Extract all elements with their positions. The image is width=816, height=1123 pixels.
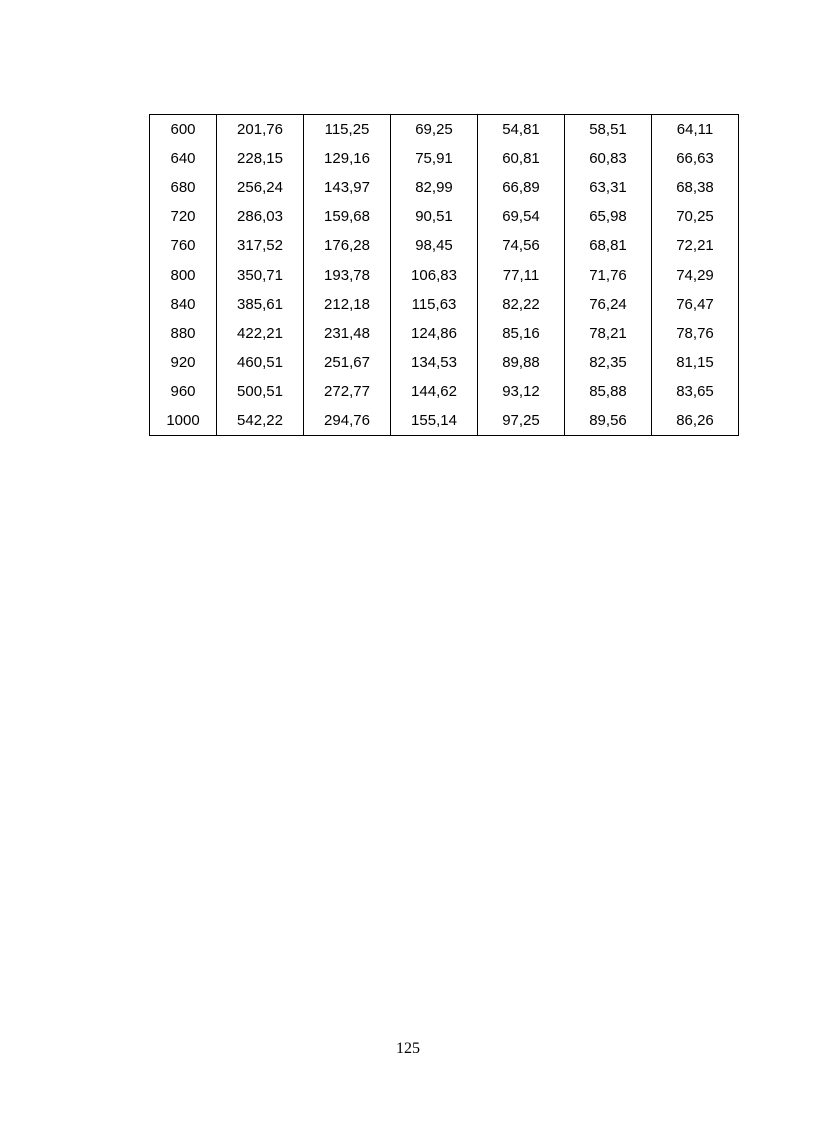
table-cell: 317,52 <box>217 231 304 260</box>
table-cell: 155,14 <box>391 406 478 436</box>
table-cell: 74,29 <box>652 260 739 289</box>
table-cell: 82,99 <box>391 173 478 202</box>
table-row <box>150 231 739 260</box>
table-row <box>150 173 739 202</box>
table-cell: 286,03 <box>217 202 304 231</box>
table-cell: 840 <box>150 290 217 319</box>
table-cell: 97,25 <box>478 406 565 436</box>
page-number: 125 <box>396 1040 420 1057</box>
table-row <box>150 144 739 173</box>
table-cell: 228,15 <box>217 144 304 173</box>
table-cell: 64,11 <box>652 115 739 145</box>
table-cell: 159,68 <box>304 202 391 231</box>
table-cell: 960 <box>150 377 217 406</box>
table-row <box>150 290 739 319</box>
table-cell: 54,81 <box>478 115 565 145</box>
table-row <box>150 319 739 348</box>
table-cell: 78,76 <box>652 319 739 348</box>
table-cell: 760 <box>150 231 217 260</box>
table-cell: 81,15 <box>652 348 739 377</box>
table-cell: 385,61 <box>217 290 304 319</box>
table-cell: 212,18 <box>304 290 391 319</box>
table-row <box>150 377 739 406</box>
table-cell: 124,86 <box>391 319 478 348</box>
data-table <box>149 114 739 436</box>
table-cell: 422,21 <box>217 319 304 348</box>
table-cell: 83,65 <box>652 377 739 406</box>
table-cell: 74,56 <box>478 231 565 260</box>
table-cell: 143,97 <box>304 173 391 202</box>
table-cell: 86,26 <box>652 406 739 436</box>
table-cell: 134,53 <box>391 348 478 377</box>
table-cell: 272,77 <box>304 377 391 406</box>
table-cell: 66,89 <box>478 173 565 202</box>
table-cell: 60,83 <box>565 144 652 173</box>
table-cell: 75,91 <box>391 144 478 173</box>
table-cell: 72,21 <box>652 231 739 260</box>
table-cell: 93,12 <box>478 377 565 406</box>
table-cell: 58,51 <box>565 115 652 145</box>
table-cell: 800 <box>150 260 217 289</box>
table-row <box>150 202 739 231</box>
table-cell: 70,25 <box>652 202 739 231</box>
table-cell: 176,28 <box>304 231 391 260</box>
table-cell: 201,76 <box>217 115 304 145</box>
table-cell: 129,16 <box>304 144 391 173</box>
table-cell: 350,71 <box>217 260 304 289</box>
table-cell: 106,83 <box>391 260 478 289</box>
table-cell: 60,81 <box>478 144 565 173</box>
table-cell: 69,25 <box>391 115 478 145</box>
table-cell: 66,63 <box>652 144 739 173</box>
table-cell: 680 <box>150 173 217 202</box>
table-cell: 69,54 <box>478 202 565 231</box>
table-cell: 294,76 <box>304 406 391 436</box>
table-cell: 640 <box>150 144 217 173</box>
table-cell: 71,76 <box>565 260 652 289</box>
table-cell: 460,51 <box>217 348 304 377</box>
table-cell: 144,62 <box>391 377 478 406</box>
table-cell: 256,24 <box>217 173 304 202</box>
table-cell: 193,78 <box>304 260 391 289</box>
table-cell: 65,98 <box>565 202 652 231</box>
table-cell: 115,25 <box>304 115 391 145</box>
table-cell: 82,35 <box>565 348 652 377</box>
table-row <box>150 406 739 436</box>
table-cell: 1000 <box>150 406 217 436</box>
table-cell: 76,24 <box>565 290 652 319</box>
table-row <box>150 348 739 377</box>
table-cell: 720 <box>150 202 217 231</box>
table-cell: 115,63 <box>391 290 478 319</box>
table-cell: 82,22 <box>478 290 565 319</box>
table-cell: 68,81 <box>565 231 652 260</box>
table-cell: 68,38 <box>652 173 739 202</box>
table-cell: 920 <box>150 348 217 377</box>
table-cell: 63,31 <box>565 173 652 202</box>
table-cell: 89,88 <box>478 348 565 377</box>
table-row <box>150 115 739 145</box>
table-cell: 251,67 <box>304 348 391 377</box>
table-cell: 77,11 <box>478 260 565 289</box>
table-cell: 542,22 <box>217 406 304 436</box>
table-cell: 98,45 <box>391 231 478 260</box>
table-cell: 85,16 <box>478 319 565 348</box>
table-cell: 231,48 <box>304 319 391 348</box>
table-cell: 76,47 <box>652 290 739 319</box>
table-cell: 90,51 <box>391 202 478 231</box>
table-cell: 600 <box>150 115 217 145</box>
table-cell: 500,51 <box>217 377 304 406</box>
table-row <box>150 260 739 289</box>
table-cell: 78,21 <box>565 319 652 348</box>
table-cell: 89,56 <box>565 406 652 436</box>
table-cell: 85,88 <box>565 377 652 406</box>
table-cell: 880 <box>150 319 217 348</box>
